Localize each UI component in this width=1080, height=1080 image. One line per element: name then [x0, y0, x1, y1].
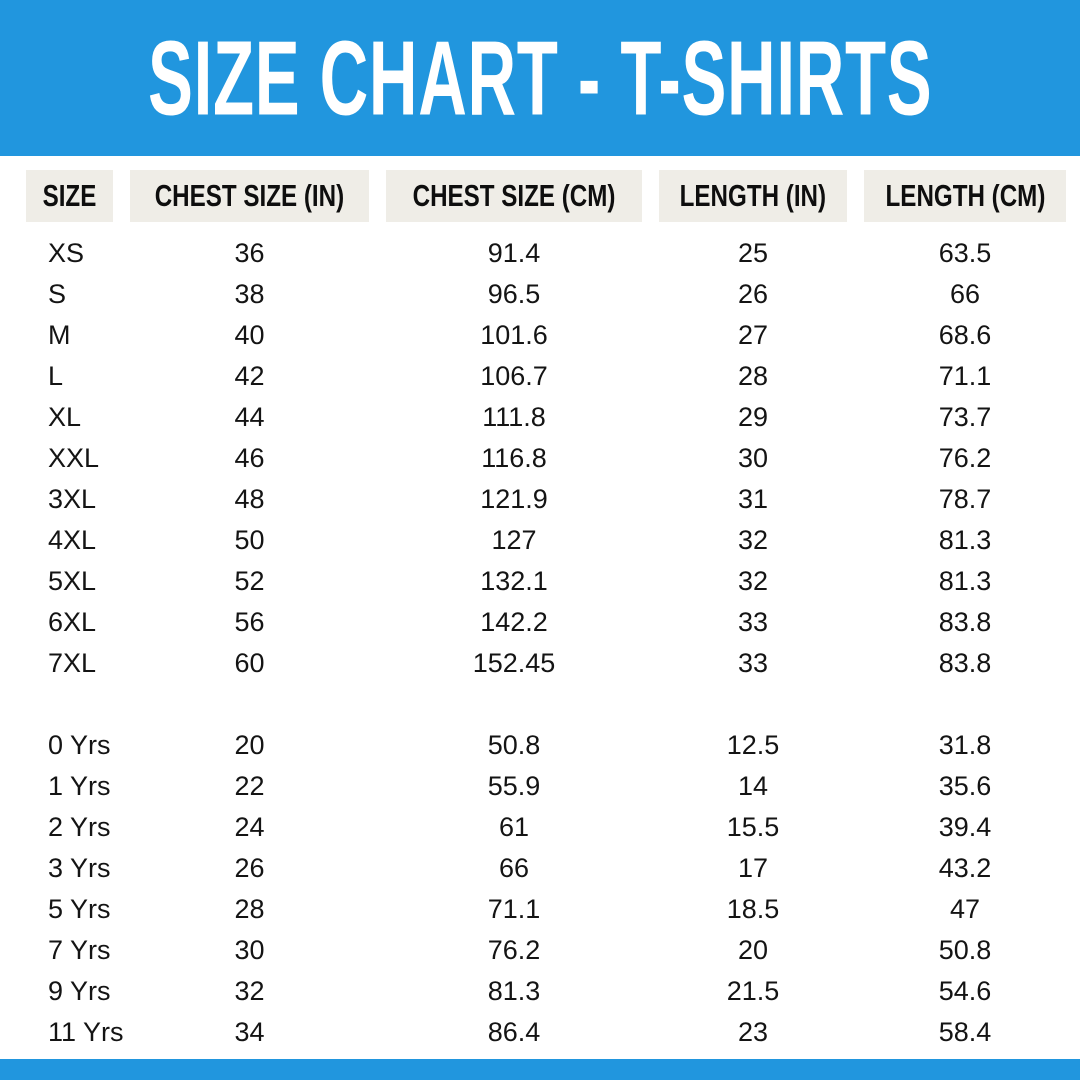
value-cell: 63.5 [938, 238, 992, 268]
value-cell: 66 [498, 853, 530, 883]
value-cell: 71.1 [938, 361, 992, 391]
size-label-cell: XS [48, 238, 85, 268]
size-label-cell: M [48, 320, 71, 350]
value-cell: 32 [234, 976, 265, 1006]
value-cell: 58.4 [938, 1017, 992, 1047]
value-cell: 132.1 [480, 566, 548, 596]
value-cell: 86.4 [487, 1017, 541, 1047]
value-cell: 52 [234, 566, 265, 596]
size-label-cell: 6XL [48, 607, 97, 637]
size-label-cell: 4XL [48, 525, 97, 555]
table-row [26, 274, 1066, 315]
value-cell: 43.2 [938, 853, 992, 883]
value-cell: 24 [234, 812, 265, 842]
size-label-cell: 9 Yrs [48, 976, 111, 1006]
value-cell: 30 [737, 443, 769, 473]
value-cell: 28 [737, 361, 769, 391]
value-cell: 73.7 [938, 402, 992, 432]
value-cell: 12.5 [726, 730, 780, 760]
size-label-cell: XXL [48, 443, 100, 473]
size-label-cell: 3XL [48, 484, 97, 514]
value-cell: 40 [234, 320, 265, 350]
table-row [26, 643, 1066, 684]
value-cell: 61 [498, 812, 530, 842]
title-banner [0, 0, 1080, 156]
value-cell: 121.9 [480, 484, 548, 514]
column-header-label: SIZE [42, 178, 97, 213]
size-label-cell: 0 Yrs [48, 730, 111, 760]
value-cell: 30 [234, 935, 265, 965]
size-label-cell: L [48, 361, 64, 391]
value-cell: 78.7 [938, 484, 992, 514]
value-cell: 55.9 [487, 771, 541, 801]
table-row [26, 602, 1066, 643]
value-cell: 81.3 [938, 525, 992, 555]
size-label-cell: 7 Yrs [48, 935, 111, 965]
size-label-cell: XL [48, 402, 82, 432]
size-label-cell: 5 Yrs [48, 894, 111, 924]
value-cell: 50.8 [938, 935, 992, 965]
value-cell: 20 [737, 935, 769, 965]
value-cell: 33 [737, 648, 769, 678]
column-header [386, 170, 642, 222]
value-cell: 26 [737, 279, 769, 309]
table-row [26, 807, 1066, 848]
table-row [26, 520, 1066, 561]
value-cell: 54.6 [938, 976, 992, 1006]
table-row [26, 356, 1066, 397]
value-cell: 15.5 [726, 812, 780, 842]
value-cell: 56 [234, 607, 265, 637]
value-cell: 50.8 [487, 730, 541, 760]
table-row [26, 438, 1066, 479]
value-cell: 34 [234, 1017, 265, 1047]
value-cell: 38 [234, 279, 265, 309]
section-divider-gap [26, 684, 1066, 725]
value-cell: 50 [234, 525, 265, 555]
value-cell: 46 [234, 443, 265, 473]
table-row [26, 766, 1066, 807]
value-cell: 31.8 [938, 730, 992, 760]
value-cell: 22 [234, 771, 265, 801]
value-cell: 106.7 [480, 361, 548, 391]
value-cell: 39.4 [938, 812, 992, 842]
size-label-cell: 3 Yrs [48, 853, 111, 883]
column-header [26, 170, 113, 222]
value-cell: 127 [491, 525, 537, 555]
table-row [26, 561, 1066, 602]
value-cell: 152.45 [472, 648, 556, 678]
value-cell: 42 [234, 361, 265, 391]
table-row [26, 971, 1066, 1012]
column-header [659, 170, 847, 222]
value-cell: 23 [737, 1017, 769, 1047]
value-cell: 31 [737, 484, 769, 514]
value-cell: 81.3 [487, 976, 541, 1006]
table-row [26, 315, 1066, 356]
value-cell: 91.4 [487, 238, 541, 268]
value-cell: 76.2 [938, 443, 992, 473]
page-title: SIZE CHART - T-SHIRTS [147, 18, 933, 137]
value-cell: 28 [234, 894, 265, 924]
value-cell: 35.6 [938, 771, 992, 801]
column-header-label: LENGTH (CM) [885, 178, 1045, 213]
size-label-cell: 1 Yrs [48, 771, 111, 801]
size-label-cell: 7XL [48, 648, 97, 678]
value-cell: 14 [737, 771, 769, 801]
table-row [26, 889, 1066, 930]
column-header [130, 170, 369, 222]
value-cell: 25 [737, 238, 769, 268]
value-cell: 68.6 [938, 320, 992, 350]
value-cell: 33 [737, 607, 769, 637]
value-cell: 36 [234, 238, 265, 268]
table-row [26, 1012, 1066, 1053]
value-cell: 48 [234, 484, 265, 514]
value-cell: 66 [949, 279, 981, 309]
value-cell: 71.1 [487, 894, 541, 924]
value-cell: 47 [949, 894, 981, 924]
column-header-label: CHEST SIZE (CM) [412, 178, 616, 213]
value-cell: 116.8 [481, 443, 547, 473]
value-cell: 83.8 [938, 648, 992, 678]
value-cell: 32 [737, 525, 769, 555]
table-row [26, 479, 1066, 520]
value-cell: 32 [737, 566, 769, 596]
value-cell: 26 [234, 853, 265, 883]
column-header [864, 170, 1066, 222]
column-header-label: CHEST SIZE (IN) [154, 178, 345, 213]
size-label-cell: S [48, 279, 67, 309]
value-cell: 20 [234, 730, 265, 760]
bottom-accent-bar [0, 1059, 1080, 1080]
value-cell: 27 [737, 320, 769, 350]
value-cell: 83.8 [938, 607, 992, 637]
value-cell: 21.5 [726, 976, 780, 1006]
table-row [26, 848, 1066, 889]
value-cell: 76.2 [487, 935, 541, 965]
value-cell: 44 [234, 402, 265, 432]
table-row [26, 397, 1066, 438]
value-cell: 96.5 [487, 279, 541, 309]
value-cell: 111.8 [482, 402, 546, 432]
value-cell: 29 [737, 402, 769, 432]
size-label-cell: 2 Yrs [48, 812, 111, 842]
size-label-cell: 11 Yrs [48, 1017, 124, 1047]
value-cell: 142.2 [480, 607, 548, 637]
table-row [26, 725, 1066, 766]
kids-sizes-section [26, 725, 1066, 1053]
value-cell: 101.6 [480, 320, 548, 350]
adult-sizes-section [26, 233, 1066, 684]
value-cell: 17 [737, 853, 769, 883]
size-chart-table [0, 156, 1080, 1053]
table-row [26, 930, 1066, 971]
size-label-cell: 5XL [48, 566, 97, 596]
value-cell: 81.3 [938, 566, 992, 596]
value-cell: 18.5 [726, 894, 780, 924]
table-row [26, 233, 1066, 274]
table-header-row [26, 170, 1066, 222]
column-header-label: LENGTH (IN) [679, 178, 827, 213]
value-cell: 60 [234, 648, 265, 678]
